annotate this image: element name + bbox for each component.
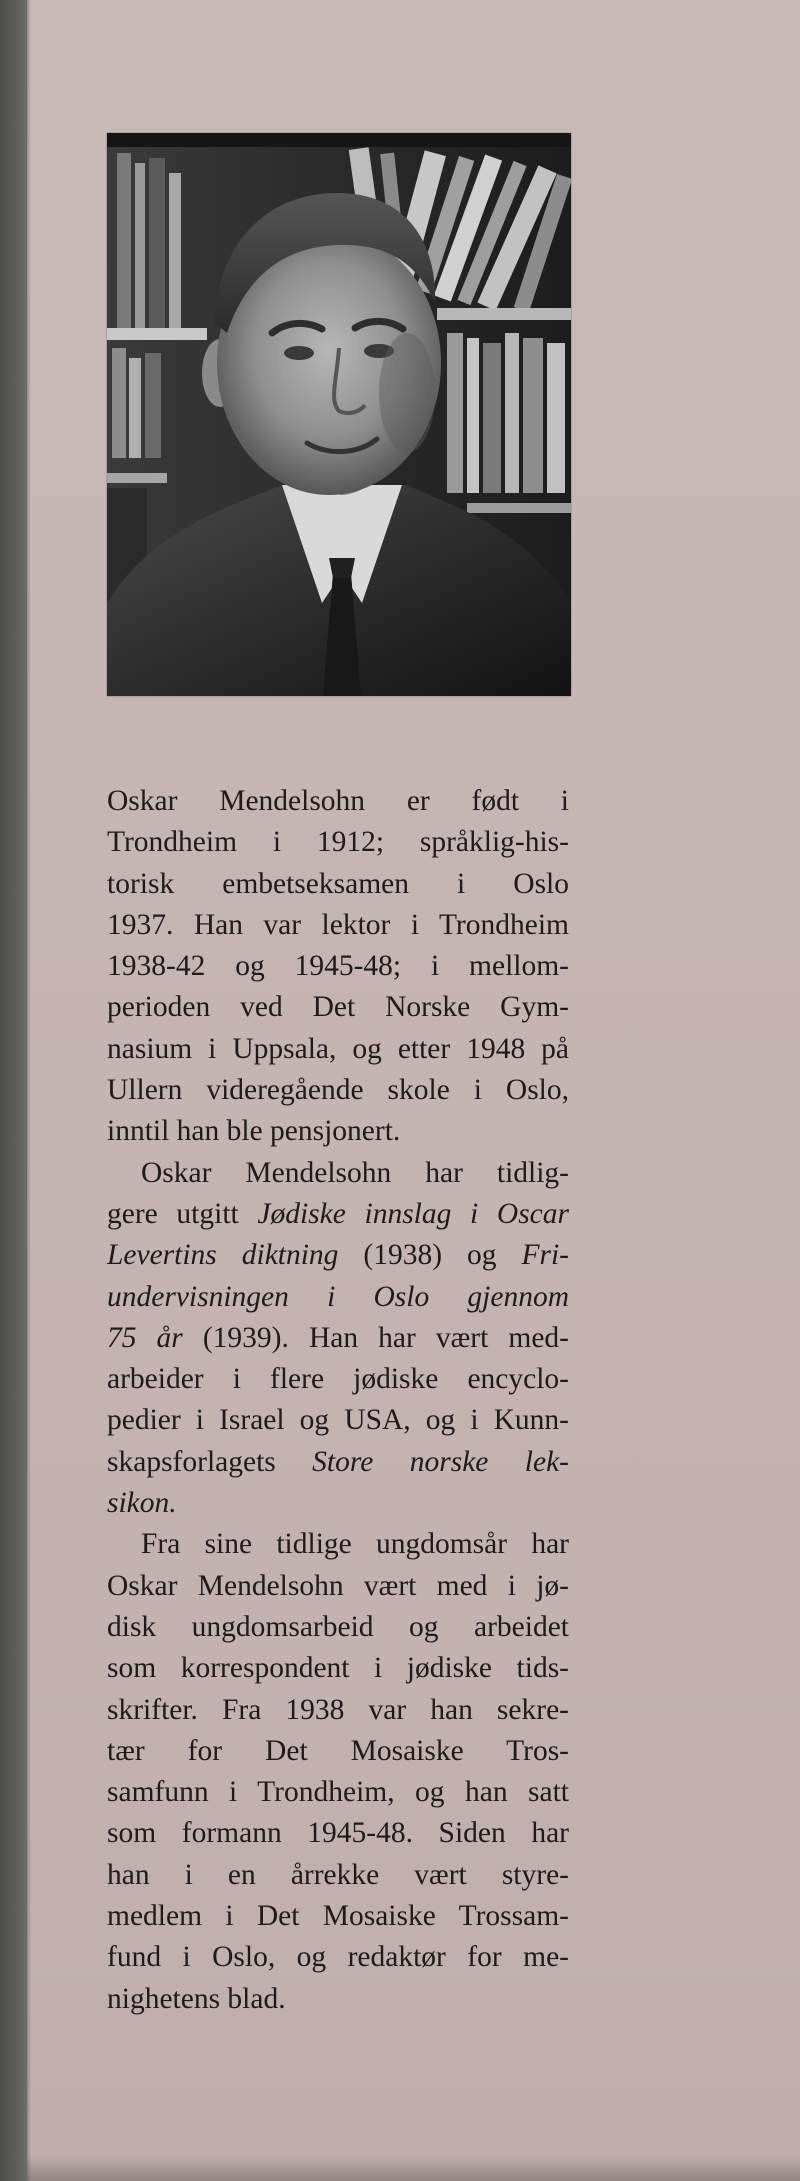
bio-line: Oskar Mendelsohn vært med i jø- (107, 1569, 569, 1602)
bio-line: fund i Oslo, og redaktør for me- (107, 1941, 569, 1974)
bio-line: inntil han ble pensjonert. (107, 1115, 401, 1148)
bio-line: arbeider i flere jødiske encyclo- (107, 1363, 569, 1396)
bio-line (107, 1318, 569, 1359)
bio-paragraph-2 (107, 1153, 569, 1525)
bio-line: som korrespondent i jødiske tids- (107, 1652, 569, 1685)
bio-line: Oskar Mendelsohn har tidlig- (141, 1156, 569, 1189)
bio-line (107, 1277, 569, 1318)
bio-line (107, 1483, 569, 1524)
bio-line: som formann 1945-48. Siden har (107, 1817, 569, 1850)
page-bottom-shadow (27, 2155, 800, 2181)
bio-line (107, 1194, 569, 1235)
bio-line: disk ungdomsarbeid og arbeidet (107, 1610, 569, 1643)
bio-line: Fra sine tidlige ungdomsår har (141, 1528, 569, 1561)
bio-line (107, 1235, 569, 1276)
bio-line: pedier i Israel og USA, og i Kunn- (107, 1404, 569, 1437)
bio-line: samfunn i Trondheim, og han satt (107, 1776, 569, 1809)
book-spine-edge (0, 0, 27, 2181)
bio-line: 1938-42 og 1945-48; i mellom- (107, 950, 569, 983)
book-title-italic: Jødiske innslag i Oscar (257, 1197, 569, 1230)
bio-paragraph-3 (107, 1524, 569, 2020)
bio-line: 1937. Han var lektor i Trondheim (107, 908, 569, 941)
book-title-italic: Fri- (521, 1239, 569, 1272)
bio-line: skrifter. Fra 1938 var han sekre- (107, 1693, 569, 1726)
bio-line: Trondheim i 1912; språklig-his- (107, 826, 569, 859)
bio-line: nasium i Uppsala, og etter 1948 på (107, 1032, 569, 1065)
book-title-italic: Store norske lek- (312, 1445, 570, 1478)
bio-text: skapsforlagets (107, 1445, 313, 1478)
author-portrait-photo (107, 133, 571, 696)
book-title-italic: undervisningen i Oslo gjennom (107, 1280, 569, 1313)
author-biography (107, 781, 569, 2020)
book-title-italic: sikon. (107, 1487, 177, 1520)
bio-line: Ullern videregående skole i Oslo, (107, 1074, 569, 1107)
book-title-italic: Levertins diktning (107, 1239, 339, 1272)
bio-text: (1939). Han har vært med- (182, 1321, 569, 1354)
bio-line: han i en årrekke vært styre- (107, 1858, 569, 1891)
bio-paragraph-1 (107, 781, 569, 1153)
bio-line: nighetens blad. (107, 1982, 286, 2015)
bio-line: torisk embetseksamen i Oslo (107, 867, 569, 900)
spine-shadow (27, 0, 31, 2181)
bio-line: perioden ved Det Norske Gym- (107, 991, 569, 1024)
bio-line: tær for Det Mosaiske Tros- (107, 1734, 569, 1767)
bio-line: medlem i Det Mosaiske Trossam- (107, 1900, 569, 1933)
bio-text: (1938) og (338, 1239, 522, 1272)
bio-text: gere utgitt (107, 1197, 258, 1230)
bio-line (107, 1442, 569, 1483)
bio-line: Oskar Mendelsohn er født i (107, 785, 569, 817)
book-title-italic: 75 år (107, 1321, 183, 1354)
